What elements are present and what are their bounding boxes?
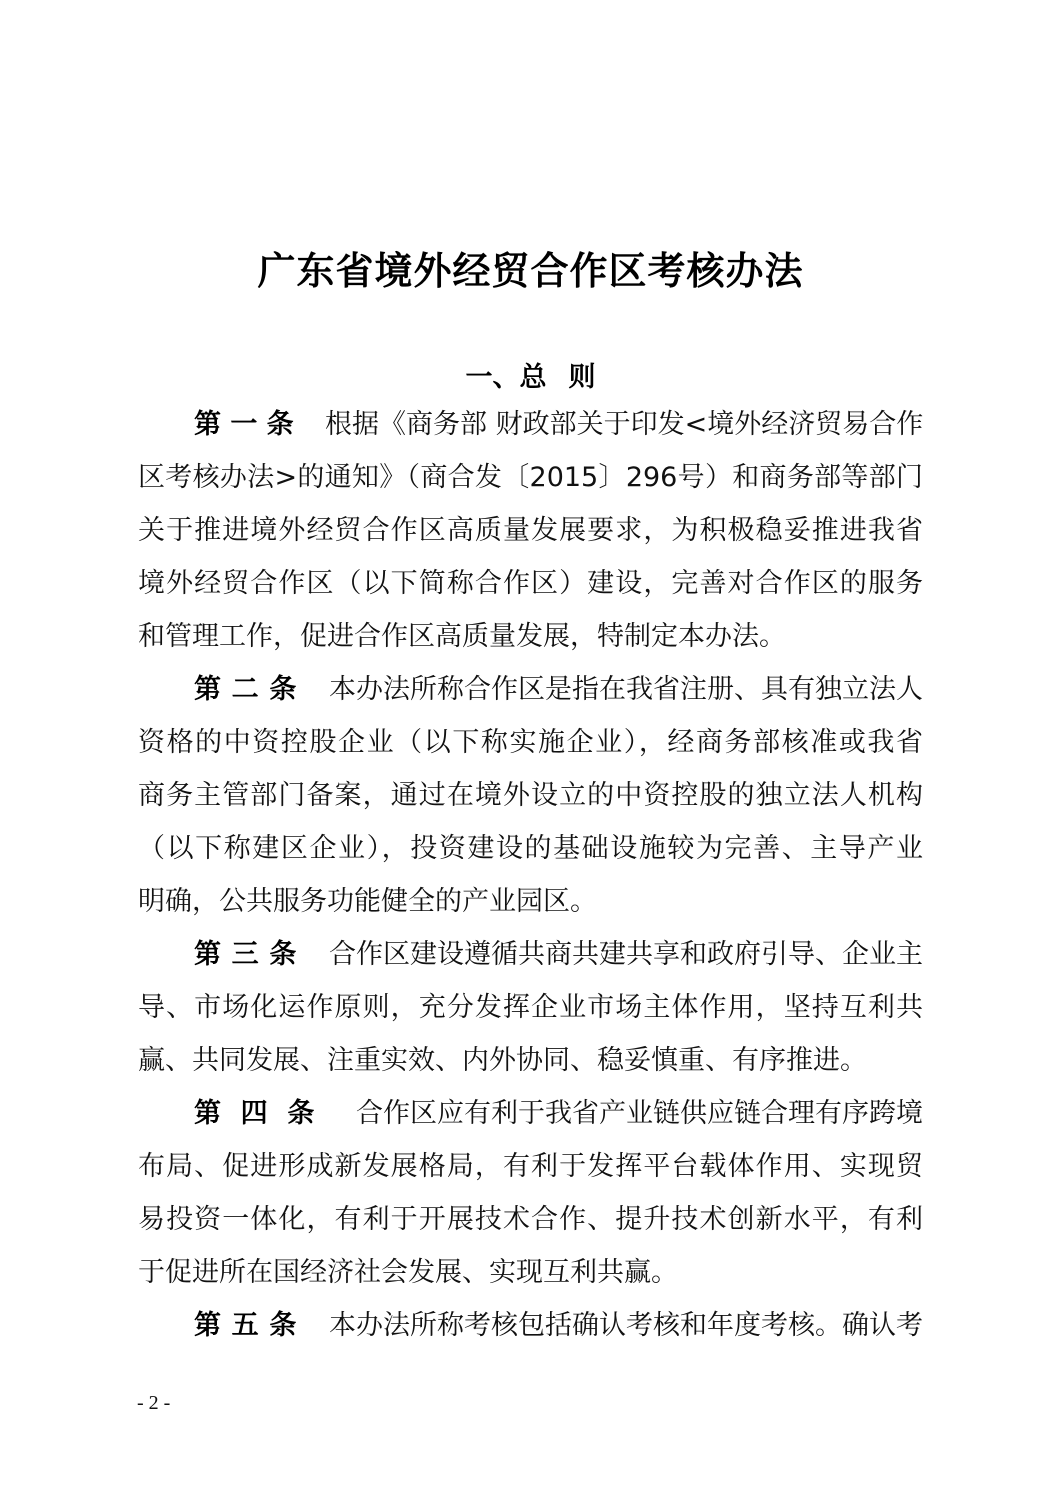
article-2-line: 商务主管部门备案，通过在境外设立的中资控股的独立法人机构 bbox=[138, 780, 923, 811]
article-1-line: 区考核办法>的通知》（商合发〔2015〕296号）和商务部等部门 bbox=[138, 462, 923, 493]
article-text: 根据《商务部 财政部关于印发<境外经济贸易合作 bbox=[325, 409, 924, 440]
article-text: 合作区应有利于我省产业链供应链合理有序跨境 bbox=[356, 1098, 923, 1129]
article-text: 本办法所称考核包括确认考核和年度考核。确认考 bbox=[329, 1310, 923, 1341]
article-label: 第五条 bbox=[194, 1310, 307, 1341]
article-4-line bbox=[138, 1094, 923, 1147]
article-label: 第一条 bbox=[194, 409, 303, 440]
article-4-line: 易投资一体化，有利于开展技术合作、提升技术创新水平，有利 bbox=[138, 1204, 923, 1235]
article-4-line: 于促进所在国经济社会发展、实现互利共赢。 bbox=[138, 1257, 678, 1288]
article-4-line: 布局、促进形成新发展格局，有利于发挥平台载体作用、实现贸 bbox=[138, 1151, 923, 1182]
section-heading bbox=[0, 355, 1061, 394]
article-label: 第四条 bbox=[194, 1098, 334, 1129]
article-3-line bbox=[138, 935, 923, 988]
article-3-line: 导、市场化运作原则，充分发挥企业市场主体作用，坚持互利共 bbox=[138, 992, 923, 1023]
article-text: 本办法所称合作区是指在我省注册、具有独立法人 bbox=[329, 674, 923, 705]
article-label: 第二条 bbox=[194, 674, 307, 705]
article-2-line: 资格的中资控股企业（以下称实施企业），经商务部核准或我省 bbox=[138, 727, 923, 758]
article-1-line bbox=[138, 405, 923, 458]
article-1-line: 和管理工作，促进合作区高质量发展，特制定本办法。 bbox=[138, 621, 786, 652]
section-number: 一、总 bbox=[465, 362, 547, 393]
section-name: 则 bbox=[568, 362, 596, 393]
article-2-line: （以下称建区企业），投资建设的基础设施较为完善、主导产业 bbox=[138, 833, 923, 864]
article-3-line: 赢、共同发展、注重实效、内外协同、稳妥慎重、有序推进。 bbox=[138, 1045, 867, 1076]
article-5-line bbox=[138, 1306, 923, 1359]
article-1-line: 境外经贸合作区（以下简称合作区）建设，完善对合作区的服务 bbox=[138, 568, 923, 599]
document-body bbox=[138, 405, 923, 1359]
article-1-line: 关于推进境外经贸合作区高质量发展要求，为积极稳妥推进我省 bbox=[138, 515, 923, 546]
article-label: 第三条 bbox=[194, 939, 307, 970]
document-title: 广东省境外经贸合作区考核办法 bbox=[257, 248, 804, 293]
article-text: 合作区建设遵循共商共建共享和政府引导、企业主 bbox=[329, 939, 923, 970]
article-2-line: 明确，公共服务功能健全的产业园区。 bbox=[138, 886, 597, 917]
article-2-line bbox=[138, 670, 923, 723]
page-number: - 2 - bbox=[137, 1392, 171, 1414]
